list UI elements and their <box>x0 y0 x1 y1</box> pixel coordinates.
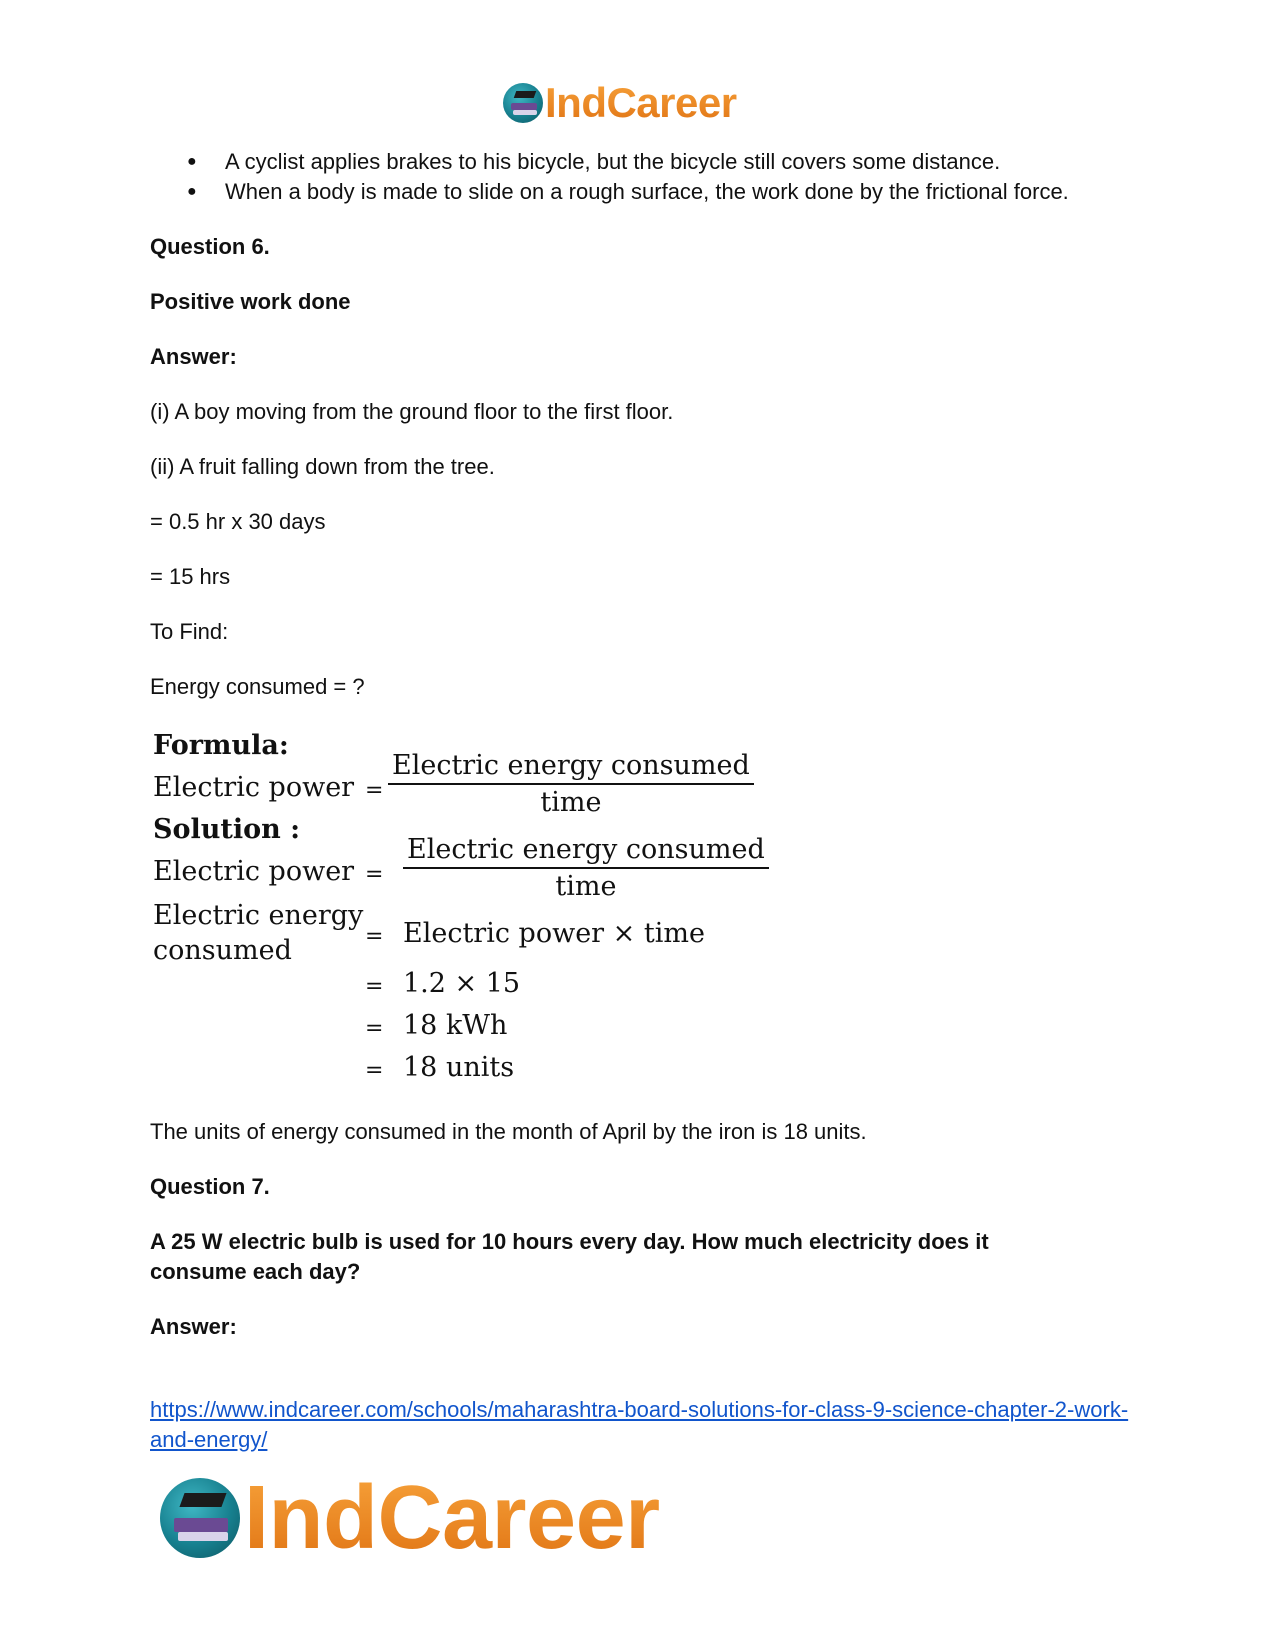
formula-rhs: 18 units <box>403 1052 515 1083</box>
fraction-numerator: Electric energy consumed <box>388 750 754 785</box>
electric-energy-label: Electric energy <box>153 900 364 931</box>
equals-sign: = <box>365 1058 384 1083</box>
solution-label: Solution : <box>153 814 301 845</box>
equals-sign: = <box>365 778 384 803</box>
electric-power-label-2: Electric power <box>153 856 355 887</box>
answer-line: (i) A boy moving from the ground floor to the first floor. <box>150 399 674 424</box>
equals-sign: = <box>365 974 384 999</box>
fraction-numerator: Electric energy consumed <box>403 834 769 869</box>
logo-text: IndCareer <box>244 1468 660 1568</box>
question-6-prompt: Positive work done <box>150 289 351 314</box>
indcareer-logo-bottom <box>160 1470 660 1566</box>
answer-line: Energy consumed = ? <box>150 674 365 699</box>
fraction-denominator: time <box>555 871 617 902</box>
source-link[interactable]: https://www.indcareer.com/schools/maharashtra-board-solutions-for-class-9-science-chapter-2-work-and-energy/ <box>150 1397 1129 1452</box>
indcareer-logo-top <box>503 80 737 126</box>
question-6-heading: Question 6. <box>150 234 270 259</box>
question-6-answer-label: Answer: <box>150 344 237 369</box>
fraction <box>388 750 754 818</box>
question-7-answer-label: Answer: <box>150 1314 237 1339</box>
formula-block <box>153 730 765 1090</box>
question-7-heading: Question 7. <box>150 1174 270 1199</box>
answer-line: To Find: <box>150 619 229 644</box>
equals-sign: = <box>365 1016 384 1041</box>
logo-emblem-icon <box>160 1478 240 1558</box>
equals-sign: = <box>365 862 384 887</box>
bullet-list <box>183 147 1183 207</box>
logo-text: IndCareer <box>545 79 737 126</box>
electric-power-label: Electric power <box>153 772 355 803</box>
list-item: ● A cyclist applies brakes to his bicycle, but the bicycle still covers some distance. <box>183 147 1183 177</box>
formula-label: Formula: <box>153 730 289 761</box>
fraction <box>403 834 769 902</box>
formula-rhs: 18 kWh <box>403 1010 508 1041</box>
formula-rhs: Electric power × time <box>403 918 705 949</box>
equals-sign: = <box>365 924 384 949</box>
question-7-prompt: A 25 W electric bulb is used for 10 hours every day. How much electricity does it consume each day? <box>150 1229 989 1284</box>
formula-rhs: 1.2 × 15 <box>403 968 521 999</box>
answer-line: = 15 hrs <box>150 564 231 589</box>
conclusion-text: The units of energy consumed in the month of April by the iron is 18 units. <box>150 1119 867 1144</box>
consumed-label: consumed <box>153 935 292 966</box>
answer-line: (ii) A fruit falling down from the tree. <box>150 454 495 479</box>
logo-emblem-icon <box>503 83 543 123</box>
answer-line: = 0.5 hr x 30 days <box>150 509 326 534</box>
list-item: ● When a body is made to slide on a rough surface, the work done by the frictional force. <box>183 177 1183 207</box>
fraction-denominator: time <box>540 787 602 818</box>
